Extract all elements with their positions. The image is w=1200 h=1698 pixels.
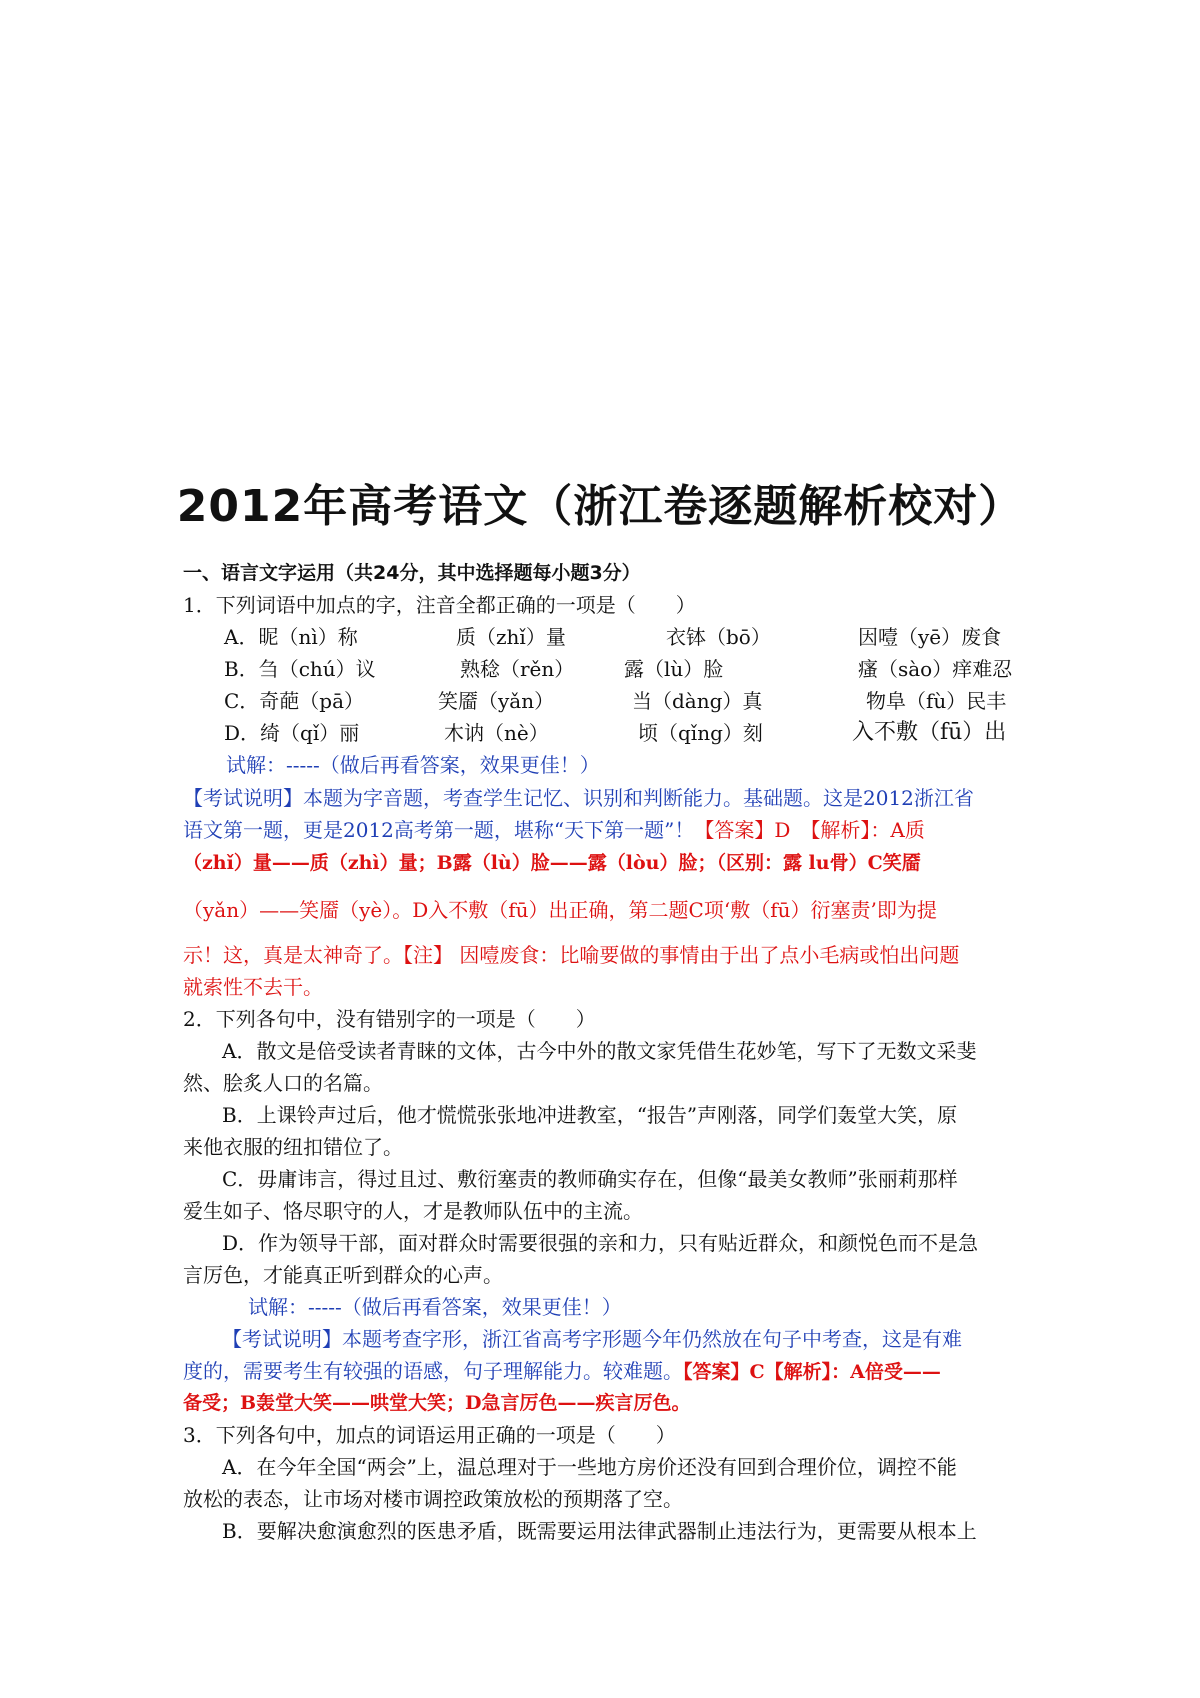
q1-note-line-2 [183, 815, 925, 845]
q2-analysis-line: 备受；B轰堂大笑——哄堂大笑；D急言厉色——疾言厉色。 [183, 1392, 691, 1414]
q1-option-d-3: 顷（qǐng）刻 [638, 721, 763, 745]
q1-analysis-line-3: 示！这，真是太神奇了。【注】 因噎废食：比喻要做的事情由于出了点小毛病或怕出问题 [183, 943, 960, 967]
q1-option-c-3: 当（dàng）真 [632, 689, 763, 713]
q2-note-line-2 [183, 1356, 941, 1387]
q2-option-c-line-1: C．毋庸讳言，得过且过、敷衍塞责的教师确实存在，但像“最美女教师”张丽莉那样 [222, 1167, 958, 1191]
q1-option-a-4: 因噎（yē）废食 [858, 625, 1002, 649]
q2-option-d-line-1: D．作为领导干部，面对群众时需要很强的亲和力，只有贴近群众，和颜悦色而不是急 [222, 1231, 979, 1255]
q2-option-a-line-1: A．散文是倍受读者青睐的文体，古今中外的散文家凭借生花妙笔，写下了无数文采斐 [222, 1039, 977, 1063]
q1-try-solve: 试解：-----（做后再看答案，效果更佳！） [226, 753, 600, 777]
q1-option-a-3: 衣钵（bō） [666, 625, 771, 649]
question-2-stem: 2．下列各句中，没有错别字的一项是（ ） [183, 1007, 596, 1031]
q2-note-line-1: 【考试说明】本题考查字形，浙江省高考字形题今年仍然放在句子中考查，这是有难 [222, 1327, 962, 1351]
q2-option-b-line-1: B．上课铃声过后，他才慌慌张张地冲进教室，“报告”声刚落，同学们轰堂大笑，原 [222, 1103, 958, 1127]
q3-option-b-line-1: B．要解决愈演愈烈的医患矛盾，既需要运用法律武器制止违法行为，更需要从根本上 [222, 1519, 977, 1543]
q1-analysis-line-4: 就索性不去干。 [183, 975, 323, 999]
page-title: 2012年高考语文（浙江卷逐题解析校对） [176, 481, 1024, 532]
question-1-stem: 1．下列词语中加点的字，注音全都正确的一项是（ ） [183, 593, 696, 617]
q1-answer: 【答案】D 【解析】：A质 [694, 818, 925, 842]
q1-option-d-1: D．绮（qǐ）丽 [224, 721, 360, 745]
section-heading: 一、语言文字运用（共24分，其中选择题每小题3分） [183, 562, 641, 584]
q3-option-a-line-1: A．在今年全国“两会”上，温总理对于一些地方房价还没有回到合理价位，调控不能 [222, 1455, 957, 1479]
q2-option-a-line-2: 然、脍炙人口的名篇。 [183, 1071, 383, 1095]
q1-note-line-1: 【考试说明】本题为字音题，考查学生记忆、识别和判断能力。基础题。这是2012浙江省 [183, 786, 974, 810]
q1-analysis-line-2: （yǎn）——笑靥（yè）。D入不敷（fū）出正确，第二题C项‘敷（fū）衍塞责’即为提 [183, 898, 937, 922]
q1-note-line-2-text: 语文第一题，更是2012高考第一题，堪称“天下第一题”！ [183, 818, 695, 842]
q1-analysis-line-1: （zhǐ）量——质（zhì）量；B露（lù）脸——露（lòu）脸；（区别：露 lu骨）C笑靥 [183, 852, 921, 874]
q3-option-a-line-2: 放松的表态，让市场对楼市调控政策放松的预期落了空。 [183, 1487, 683, 1511]
q2-answer: 【答案】C【解析】：A倍受—— [683, 1361, 941, 1383]
q1-option-c-4: 物阜（fù）民丰 [866, 689, 1007, 713]
q1-option-a-2: 质（zhǐ）量 [456, 625, 566, 649]
q1-option-b-1: B．刍（chú）议 [224, 657, 376, 681]
question-3-stem: 3．下列各句中，加点的词语运用正确的一项是（ ） [183, 1423, 676, 1447]
q2-try-solve: 试解：-----（做后再看答案，效果更佳！） [248, 1295, 622, 1319]
q2-option-b-line-2: 来他衣服的纽扣错位了。 [183, 1135, 403, 1159]
q1-option-c-2: 笑靥（yǎn） [438, 689, 555, 713]
q2-note-line-2-text: 度的，需要考生有较强的语感，句子理解能力。较难题。 [183, 1359, 683, 1383]
q1-option-d-4: 入不敷（fū）出 [852, 720, 1007, 745]
q1-option-a-1: A．昵（nì）称 [224, 625, 358, 649]
q1-option-b-4: 瘙（sào）痒难忍 [858, 657, 1013, 681]
q1-option-b-2: 熟稔（rěn） [460, 657, 575, 681]
q2-option-d-line-2: 言厉色，才能真正听到群众的心声。 [183, 1263, 503, 1287]
q1-option-c-1: C．奇葩（pā） [224, 689, 365, 713]
q1-option-b-3: 露（lù）脸 [624, 657, 724, 681]
q2-option-c-line-2: 爱生如子、恪尽职守的人，才是教师队伍中的主流。 [183, 1199, 643, 1223]
q1-option-d-2: 木讷（nè） [444, 721, 549, 745]
